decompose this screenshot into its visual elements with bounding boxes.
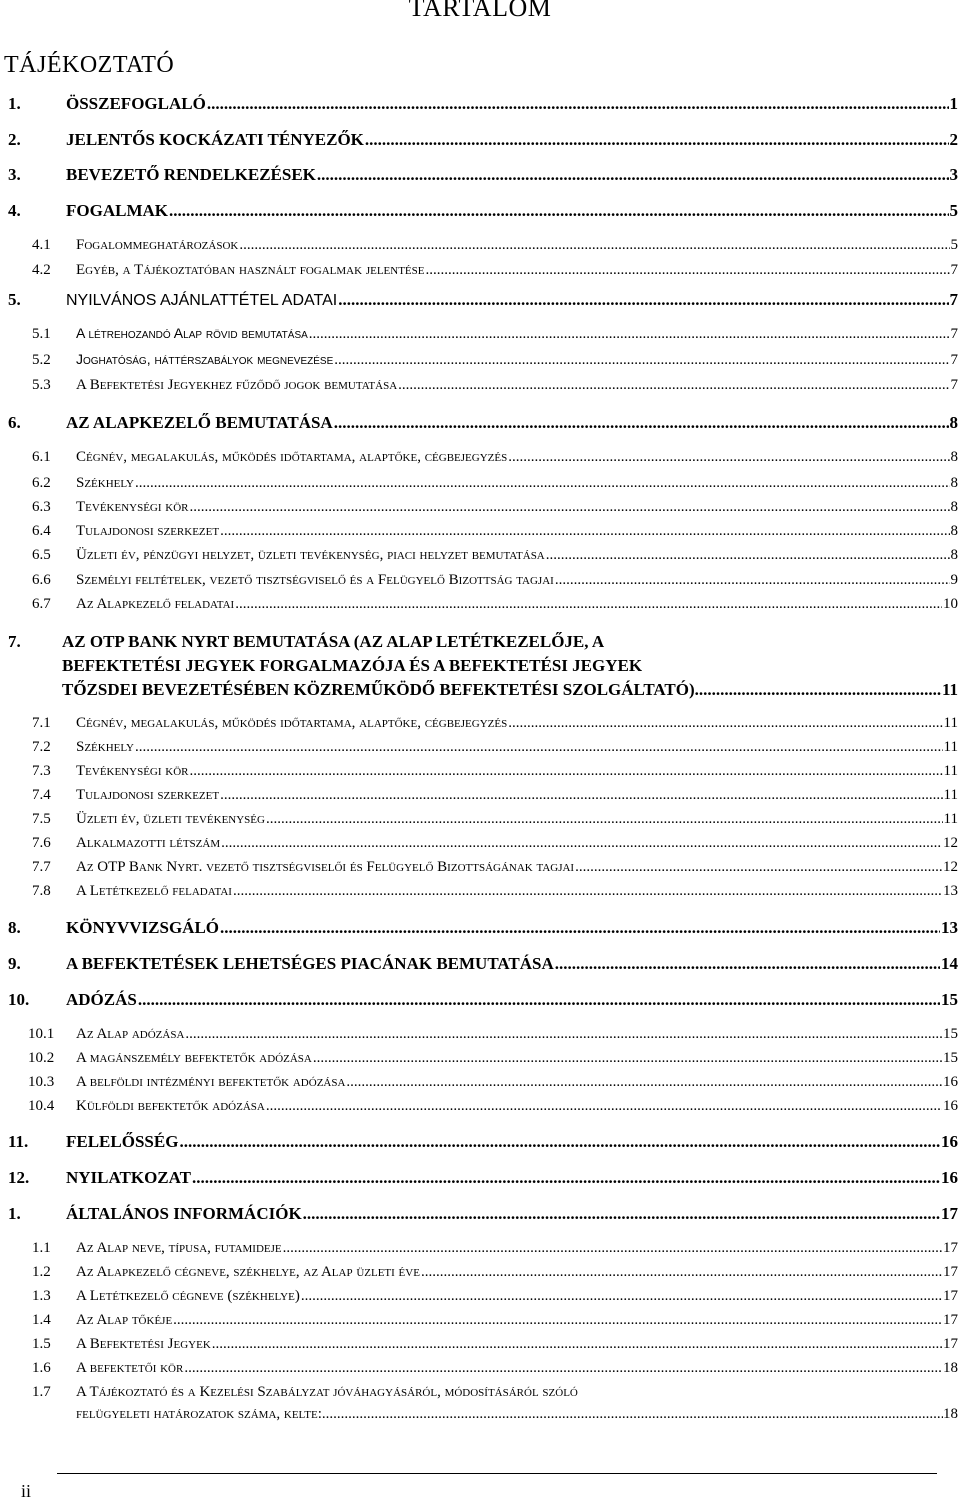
toc-number: 7.7 xyxy=(32,859,51,875)
toc-label: Tevékenységi kör xyxy=(76,763,189,779)
toc-entry-12[interactable] xyxy=(0,1166,958,1190)
toc-label: AZ ALAPKEZELŐ BEMUTATÁSA xyxy=(66,413,333,432)
dot-leader xyxy=(283,1238,942,1259)
toc-number: 6. xyxy=(8,413,21,432)
dot-leader xyxy=(313,1048,942,1069)
toc-entry-7-5[interactable] xyxy=(0,809,958,830)
toc-entry-5-2[interactable] xyxy=(0,349,958,371)
dot-leader xyxy=(338,288,948,312)
toc-page: 16 xyxy=(943,1098,958,1114)
toc-page: 15 xyxy=(943,1026,958,1042)
dot-leader xyxy=(212,1334,942,1355)
toc-label: Az Alapkezelő feladatai xyxy=(76,596,235,612)
dot-leader xyxy=(220,785,942,806)
toc-entry-6-7[interactable] xyxy=(0,594,958,615)
toc-page: 8 xyxy=(950,523,958,539)
toc-label: Üzleti év, üzleti tevékenység xyxy=(76,811,265,827)
toc-page: 17 xyxy=(943,1288,958,1304)
dot-leader xyxy=(169,199,949,223)
toc-label: ÁLTALÁNOS INFORMÁCIÓK xyxy=(66,1204,302,1223)
toc-entry-7-8[interactable] xyxy=(0,881,958,902)
dot-leader xyxy=(239,235,949,256)
toc-page: 12 xyxy=(943,835,958,851)
toc-entry-6-1[interactable] xyxy=(0,447,958,468)
toc-label: A Befektetési Jegyek xyxy=(76,1336,211,1352)
toc-number: 6.1 xyxy=(32,449,51,465)
dot-leader xyxy=(192,1166,940,1190)
toc-label: Cégnév, megalakulás, működés időtartama, alaptőke, cégbejegyzés xyxy=(76,449,508,465)
toc-label: Az OTP Bank Nyrt. vezető tisztségviselői és Felügyelő Bizottságának tagjai xyxy=(76,859,575,875)
toc-entry-general-1-7[interactable] xyxy=(0,1382,958,1430)
toc-entry-4-1[interactable] xyxy=(0,235,958,256)
toc-entry-2[interactable] xyxy=(0,128,958,152)
page-title: TARTALOM xyxy=(408,0,552,22)
toc-page: 11 xyxy=(941,680,958,699)
page-number: ii xyxy=(21,1481,32,1501)
toc-page: 12 xyxy=(943,859,958,875)
toc-entry-9[interactable] xyxy=(0,952,958,976)
dot-leader xyxy=(425,260,949,281)
dot-leader xyxy=(233,881,942,902)
dot-leader xyxy=(334,411,949,435)
toc-number: 7.2 xyxy=(32,739,51,755)
toc-label: A BEFEKTETÉSEK LEHETSÉGES PIACÁNAK BEMUTATÁSA xyxy=(66,954,554,973)
toc-number: 4.2 xyxy=(32,262,51,278)
toc-number: 5. xyxy=(8,290,21,309)
toc-entry-general-1-6[interactable] xyxy=(0,1358,958,1379)
toc-page: 7 xyxy=(950,352,958,368)
dot-leader xyxy=(266,1096,942,1117)
toc-number: 10.1 xyxy=(28,1026,55,1042)
toc-entry-5-1[interactable] xyxy=(0,323,958,345)
toc-page: 8 xyxy=(949,413,958,432)
toc-page: 14 xyxy=(941,954,958,973)
dot-leader xyxy=(334,350,949,371)
toc-page: 5 xyxy=(950,237,958,253)
dot-leader xyxy=(135,737,943,758)
toc-label: Székhely xyxy=(76,475,134,491)
toc-page: 7 xyxy=(950,326,958,342)
toc-page: 8 xyxy=(950,547,958,563)
dot-leader xyxy=(184,1358,942,1379)
toc-label: FELELŐSSÉG xyxy=(66,1132,179,1151)
toc-number: 7.1 xyxy=(32,715,51,731)
toc-page: 13 xyxy=(941,918,958,937)
dot-leader xyxy=(398,375,949,396)
toc-label: Alkalmazotti létszám xyxy=(76,835,221,851)
toc-page: 15 xyxy=(943,1050,958,1066)
toc-page: 18 xyxy=(943,1406,958,1422)
toc-entry-5[interactable] xyxy=(0,288,958,313)
toc-label: Az Alap neve, típusa, futamideje xyxy=(76,1240,282,1256)
dot-leader xyxy=(190,761,943,782)
toc-page: 11 xyxy=(943,787,958,803)
toc-label: BEVEZETŐ RENDELKEZÉSEK xyxy=(66,165,316,184)
dot-leader xyxy=(138,988,940,1012)
toc-label: A befektetői kör xyxy=(76,1360,184,1376)
toc-number: 8. xyxy=(8,918,21,937)
toc-label: JELENTŐS KOCKÁZATI TÉNYEZŐK xyxy=(66,130,364,149)
toc-label: Tulajdonosi szerkezet xyxy=(76,787,220,803)
toc-page: 9 xyxy=(950,572,958,588)
dot-leader xyxy=(190,497,950,518)
toc-page: 7 xyxy=(950,377,958,393)
toc-page: 17 xyxy=(943,1264,958,1280)
toc-entry-10-4[interactable] xyxy=(0,1096,958,1117)
toc-page: 11 xyxy=(943,715,958,731)
toc-page: 5 xyxy=(949,201,958,220)
toc-label: Az Alap adózása xyxy=(76,1026,185,1042)
toc-label-line: felügyeleti határozatok száma, kelte: xyxy=(76,1406,322,1422)
toc-number: 10. xyxy=(8,990,30,1009)
toc-page: 16 xyxy=(941,1168,958,1187)
toc-number: 6.6 xyxy=(32,572,51,588)
toc-label: Személyi feltételek, vezető tisztségviselő és a Felügyelő Bizottság tagjai xyxy=(76,572,554,588)
toc-page: 17 xyxy=(941,1204,958,1223)
toc-label: Fogalommeghatározások xyxy=(76,237,239,253)
toc-page: 8 xyxy=(950,475,958,491)
toc-page: 17 xyxy=(943,1312,958,1328)
toc-number: 4.1 xyxy=(32,237,51,253)
toc-entry-general-1-4[interactable] xyxy=(0,1310,958,1331)
toc-number: 10.3 xyxy=(28,1074,55,1090)
toc-entry-general-1-1[interactable] xyxy=(0,1238,958,1259)
toc-number: 7. xyxy=(8,632,21,651)
toc-entry-7-6[interactable] xyxy=(0,833,958,854)
toc-label: ADÓZÁS xyxy=(66,990,137,1009)
toc-label: Tevékenységi kör xyxy=(76,499,189,515)
toc-entry-7-7[interactable] xyxy=(0,857,958,878)
dot-leader xyxy=(301,1286,942,1307)
toc-entry-general-1-3[interactable] xyxy=(0,1286,958,1307)
toc-label: Egyéb, a Tájékoztatóban használt fogalmak jelentése xyxy=(76,262,425,278)
toc-entry-10-3[interactable] xyxy=(0,1072,958,1093)
toc-label: A magánszemély befektetők adózása xyxy=(76,1050,312,1066)
dot-leader xyxy=(173,1310,942,1331)
footer-rule xyxy=(57,1473,937,1474)
dot-leader xyxy=(555,570,950,591)
dot-leader xyxy=(135,473,950,494)
toc-number: 1.2 xyxy=(32,1264,51,1280)
dot-leader xyxy=(235,594,942,615)
toc-entry-7[interactable] xyxy=(0,630,958,702)
toc-entry-10-2[interactable] xyxy=(0,1048,958,1069)
toc-number: 6.5 xyxy=(32,547,51,563)
toc-entry-10-1[interactable] xyxy=(0,1024,958,1045)
toc-label: Székhely xyxy=(76,739,134,755)
toc-label-line: BEFEKTETÉSI JEGYEK FORGALMAZÓJA ÉS A BEFEKTETÉSI JEGYEK xyxy=(62,656,643,675)
toc-page: 8 xyxy=(950,499,958,515)
toc-number: 1.5 xyxy=(32,1336,51,1352)
toc-number: 6.4 xyxy=(32,523,51,539)
toc-number: 7.5 xyxy=(32,811,51,827)
dot-leader xyxy=(575,857,942,878)
toc-label: Joghatóság, háttérszabályok megnevezése xyxy=(76,351,334,367)
toc-entry-8[interactable] xyxy=(0,916,958,940)
dot-leader xyxy=(266,809,943,830)
toc-number: 10.4 xyxy=(28,1098,55,1114)
toc-number: 11. xyxy=(8,1132,29,1151)
toc-number: 9. xyxy=(8,954,21,973)
toc-label: Az Alapkezelő cégneve, székhelye, az Alap üzleti éve xyxy=(76,1264,420,1280)
toc-entry-general-1-2[interactable] xyxy=(0,1262,958,1283)
toc-label: ÖSSZEFOGLALÓ xyxy=(66,94,206,113)
toc-entry-7-3[interactable] xyxy=(0,761,958,782)
dot-leader xyxy=(220,916,940,940)
dot-leader xyxy=(221,833,942,854)
dot-leader xyxy=(555,952,940,976)
toc-entry-5-3[interactable] xyxy=(0,375,958,396)
toc-label: A Befektetési Jegyekhez fűződő jogok bemutatása xyxy=(76,377,398,393)
toc-entry-10[interactable] xyxy=(0,988,958,1012)
toc-number: 1.4 xyxy=(32,1312,51,1328)
toc-page: 16 xyxy=(943,1074,958,1090)
toc-page: 1 xyxy=(949,94,958,113)
toc-number: 6.7 xyxy=(32,596,51,612)
toc-page: 11 xyxy=(943,739,958,755)
dot-leader xyxy=(421,1262,942,1283)
toc-page: 18 xyxy=(943,1360,958,1376)
toc-number: 7.3 xyxy=(32,763,51,779)
toc-number: 1.1 xyxy=(32,1240,51,1256)
toc-entry-3[interactable] xyxy=(0,163,958,187)
toc-page: 3 xyxy=(949,165,958,184)
toc-entry-7-1[interactable] xyxy=(0,713,958,734)
toc-entry-7-4[interactable] xyxy=(0,785,958,806)
toc-number: 3. xyxy=(8,165,21,184)
toc-entry-6-5[interactable] xyxy=(0,545,958,566)
toc-number: 1.6 xyxy=(32,1360,51,1376)
toc-page: 7 xyxy=(950,262,958,278)
toc-page: 17 xyxy=(943,1336,958,1352)
toc-entry-general-1[interactable] xyxy=(0,1202,958,1226)
toc-number: 6.2 xyxy=(32,475,51,491)
toc-label: Az Alap tőkéje xyxy=(76,1312,173,1328)
dot-leader xyxy=(309,324,950,345)
toc-number: 7.4 xyxy=(32,787,51,803)
toc-number: 4. xyxy=(8,201,21,220)
dot-leader xyxy=(365,128,949,152)
toc-page: 10 xyxy=(943,596,958,612)
toc-last-line xyxy=(76,1404,958,1425)
dot-leader xyxy=(695,678,942,702)
toc-number: 6.3 xyxy=(32,499,51,515)
dot-leader xyxy=(546,545,950,566)
toc-label: A létrehozandó Alap rövid bemutatása xyxy=(76,325,308,341)
toc-page: 13 xyxy=(943,883,958,899)
toc-last-line xyxy=(62,678,958,702)
dot-leader xyxy=(179,1130,940,1154)
toc-entry-general-1-5[interactable] xyxy=(0,1334,958,1355)
toc-page: 11 xyxy=(943,811,958,827)
toc-entry-6-4[interactable] xyxy=(0,521,958,542)
toc-label: Külföldi befektetők adózása xyxy=(76,1098,265,1114)
toc-label: A Letétkezelő feladatai xyxy=(76,883,232,899)
dot-leader xyxy=(346,1072,942,1093)
toc-label: Tulajdonosi szerkezet xyxy=(76,523,220,539)
dot-leader xyxy=(322,1404,943,1425)
toc-page: 17 xyxy=(943,1240,958,1256)
dot-leader xyxy=(207,92,949,116)
toc-number: 12. xyxy=(8,1168,30,1187)
toc-page: 16 xyxy=(941,1132,958,1151)
toc-page: 15 xyxy=(941,990,958,1009)
dot-leader xyxy=(508,447,949,468)
toc-number: 5.3 xyxy=(32,377,51,393)
dot-leader xyxy=(317,163,949,187)
toc-entry-6-2[interactable] xyxy=(0,473,958,494)
dot-leader xyxy=(185,1024,942,1045)
toc-label: Cégnév, megalakulás, működés időtartama, alaptőke, cégbejegyzés xyxy=(76,715,508,731)
toc-number: 7.6 xyxy=(32,835,51,851)
toc-label: Üzleti év, pénzügyi helyzet, üzleti tevékenység, piaci helyzet bemutatása xyxy=(76,547,545,563)
toc-page: 2 xyxy=(949,130,958,149)
toc-label: A Letétkezelő cégneve (székhelye) xyxy=(76,1288,300,1304)
toc-label: KÖNYVVIZSGÁLÓ xyxy=(66,918,220,937)
toc-label-line: TŐZSDEI BEVEZETÉSÉBEN KÖZREMŰKÖDŐ BEFEKTETÉSI SZOLGÁLTATÓ) xyxy=(62,680,695,699)
toc-entry-6-6[interactable] xyxy=(0,570,958,591)
toc-entry-11[interactable] xyxy=(0,1130,958,1154)
toc-label: NYILVÁNOS AJÁNLATTÉTEL ADATAI xyxy=(66,292,338,309)
toc-entry-4[interactable] xyxy=(0,199,958,223)
toc-number: 1. xyxy=(8,94,21,113)
dot-leader xyxy=(303,1202,940,1226)
toc-label: NYILATKOZAT xyxy=(66,1168,192,1187)
toc-number: 1.3 xyxy=(32,1288,51,1304)
toc-label-line: AZ OTP BANK NYRT BEMUTATÁSA (AZ ALAP LETÉTKEZELŐJE, A xyxy=(62,632,605,651)
toc-label: A belföldi intézményi befektetők adózása xyxy=(76,1074,346,1090)
toc-label-line: A Tájékoztató és a Kezelési Szabályzat jóváhagyásáról, módosításáról szóló xyxy=(76,1384,578,1400)
toc-page: 7 xyxy=(949,290,958,309)
toc-label: FOGALMAK xyxy=(66,201,168,220)
dot-leader xyxy=(220,521,949,542)
toc-entry-7-2[interactable] xyxy=(0,737,958,758)
document-heading: TÁJÉKOZTATÓ xyxy=(4,52,175,78)
toc-entry-6-3[interactable] xyxy=(0,497,958,518)
toc-number: 10.2 xyxy=(28,1050,55,1066)
toc-number: 5.2 xyxy=(32,352,51,368)
toc-entry-4-2[interactable] xyxy=(0,260,958,281)
toc-number: 5.1 xyxy=(32,326,51,342)
toc-number: 1. xyxy=(8,1204,21,1223)
toc-page: 8 xyxy=(950,449,958,465)
dot-leader xyxy=(508,713,942,734)
toc-entry-1[interactable] xyxy=(0,92,958,116)
toc-number: 2. xyxy=(8,130,21,149)
toc-number: 1.7 xyxy=(32,1384,51,1400)
toc-page: 11 xyxy=(943,763,958,779)
toc-entry-6[interactable] xyxy=(0,411,958,435)
toc-number: 7.8 xyxy=(32,883,51,899)
